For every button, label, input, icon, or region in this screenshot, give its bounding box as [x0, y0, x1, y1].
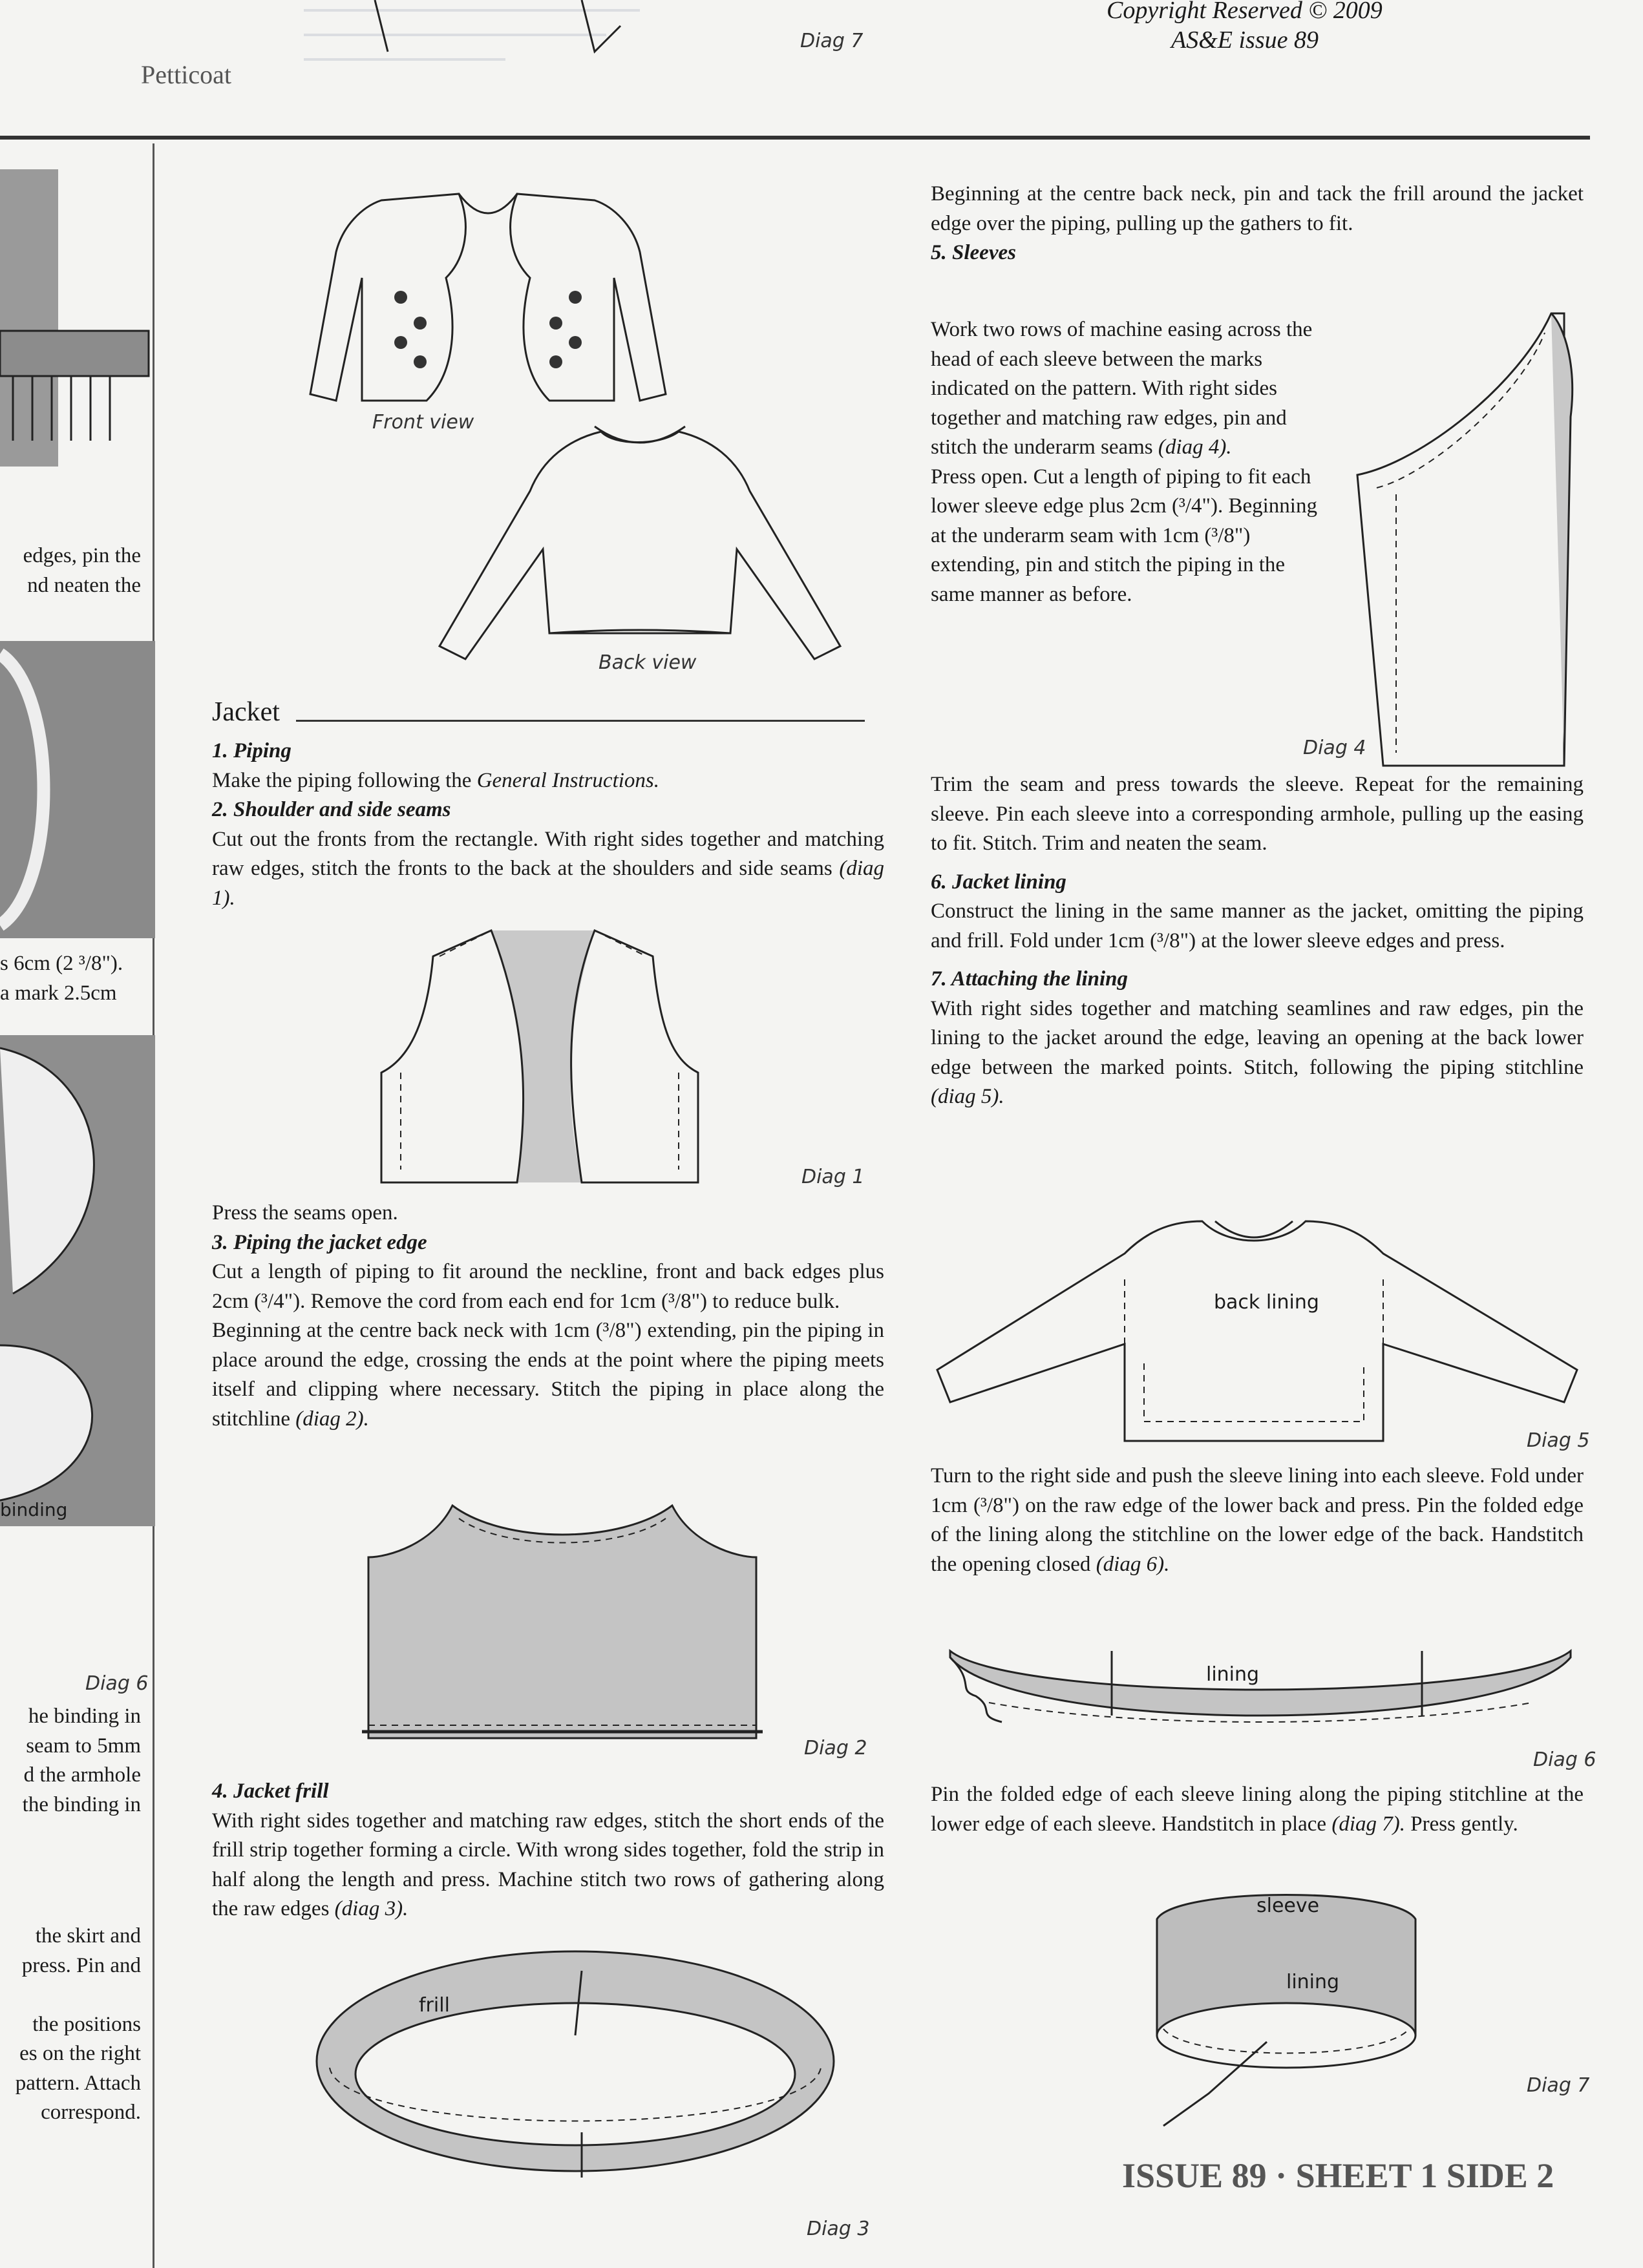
- left-fragment-5: he binding in: [28, 1705, 141, 1728]
- lining-title: 6. Jacket lining: [931, 870, 1066, 894]
- top-garment-fragment: [129, 0, 905, 65]
- left-fragment-2: nd neaten the: [27, 574, 141, 597]
- diag5-illustration: [931, 1202, 1603, 1460]
- left-fragment-12: es on the right: [19, 2042, 141, 2065]
- piping-edge-title: 3. Piping the jacket edge: [212, 1230, 427, 1254]
- section-piping-edge: [212, 1199, 884, 1434]
- piping-edge-text-1: Cut a length of piping to fit around the neckline, front and back edges plus 2cm (³/4"). Remove the cord from each end for 1cm (³/8") to reduce bulk.: [212, 1260, 884, 1313]
- left-fragment-8: the binding in: [22, 1792, 141, 1816]
- diag5-caption: Diag 5: [1527, 1429, 1590, 1452]
- back-lining-label: back lining: [1214, 1291, 1319, 1314]
- frill-tack-text: Beginning at the centre back neck, pin and tack the frill around the jacket edge over the piping, pulling up the gathers to fit.: [931, 182, 1584, 235]
- diag7-lining-label: lining: [1286, 1971, 1340, 1993]
- sleeves-text-2: Press open. Cut a length of piping to fit each lower sleeve edge plus 2cm (³/4"). Beginning at the underarm seam with 1cm (³/8") extending, pin and stitch the piping in the same manner as before.: [931, 465, 1317, 606]
- binding-label: binding: [0, 1499, 68, 1520]
- shoulder-text-body: Cut out the fronts from the rectangle. With right sides together and matching raw edges, stitch the fronts to the back at the shoulders and side seams: [212, 827, 884, 880]
- section-piping: [212, 737, 884, 913]
- frill-label: frill: [419, 1994, 450, 2017]
- attaching-text-body: With right sides together and matching seamlines and raw edges, pin the lining to the jacket around the edge, leaving an opening at the back lower edge between the marked points. Stitch, following the piping stitchline: [931, 996, 1584, 1079]
- front-view-illustration: [304, 181, 756, 439]
- sleeves-text-1: [931, 315, 1322, 463]
- turn-ref: (diag 6).: [1096, 1552, 1170, 1576]
- attaching-title: 7. Attaching the lining: [931, 967, 1129, 991]
- section-frill: [212, 1777, 884, 1924]
- diag7-illustration: [1138, 1880, 1441, 2165]
- sleeves-text-3: Trim the seam and press towards the sleeve. Repeat for the remaining sleeve. Pin each sleeve into a corresponding armhole, pulling up the easing to fit. Stitch. Trim and neaten the seam.: [931, 773, 1584, 855]
- piping-text-a: Make the piping following the: [212, 768, 477, 792]
- left-fragment-10: press. Pin and: [21, 1953, 141, 1977]
- left-fragment-6: seam to 5mm: [26, 1734, 141, 1758]
- front-view-caption: Front view: [372, 411, 474, 434]
- left-fragment-9: the skirt and: [35, 1924, 141, 1948]
- left-lower-fragments: [23, 1702, 141, 1820]
- shoulder-ref: (diag 1).: [212, 857, 884, 910]
- frill-text: [212, 1807, 884, 1924]
- diag2-illustration: [349, 1493, 776, 1764]
- sleeves-text-1-body: Work two rows of machine easing across the head of each sleeve between the marks indicated on the pattern. With right sides together and matching raw edges, pin and stitch the underarm seams: [931, 318, 1313, 459]
- copyright-notice: Copyright Reserved © 2009: [1107, 0, 1383, 24]
- left-column: [0, 60, 231, 2268]
- diag1-caption: Diag 1: [801, 1166, 865, 1188]
- attaching-ref: (diag 5).: [931, 1085, 1004, 1108]
- piping-text: [212, 766, 884, 796]
- right-column-turn: [931, 1462, 1584, 1579]
- turn-text: [931, 1462, 1584, 1579]
- left-fragment-7: d the armhole: [23, 1763, 141, 1787]
- piping-text-em: General Instructions.: [476, 768, 659, 792]
- petticoat-heading: Petticoat: [141, 60, 231, 89]
- back-view-illustration: [427, 420, 866, 666]
- diag6-lining-label: lining: [1206, 1663, 1260, 1686]
- shoulder-title: 2. Shoulder and side seams: [212, 798, 451, 821]
- pin-text: [931, 1780, 1584, 1839]
- left-fragment-14: correspond.: [41, 2101, 141, 2124]
- diag6-illustration: [937, 1632, 1584, 1761]
- diag7-sleeve-label: sleeve: [1256, 1895, 1320, 1917]
- issue-line: AS&E issue 89: [1171, 26, 1319, 54]
- frill-text-body: With right sides together and matching raw edges, stitch the short ends of the frill strip together forming a circle. With wrong sides together, fold the strip in half along the length and press. Machine stitch two rows of gathering along the raw edges: [212, 1809, 884, 1920]
- diag3-caption: Diag 3: [807, 2218, 870, 2240]
- header-rule: [0, 136, 1590, 140]
- diag4-caption: Diag 4: [1303, 737, 1366, 759]
- left-fragment-11: the positions: [32, 2012, 141, 2036]
- sleeves-text-block: [931, 315, 1322, 609]
- shoulder-text: [212, 825, 884, 914]
- top-diag7-caption: Diag 7: [800, 30, 864, 52]
- sleeves-ref: (diag 4).: [1158, 436, 1232, 459]
- attaching-text: [931, 994, 1584, 1112]
- diag3-illustration: [304, 1938, 840, 2184]
- left-bottom-fragments: [16, 1922, 141, 2128]
- left-fragment-4: a mark 2.5cm: [0, 982, 117, 1005]
- left-fragment-1: edges, pin the: [23, 544, 141, 567]
- jacket-heading: Jacket: [212, 697, 280, 727]
- lining-text: Construct the lining in the same manner as the jacket, omitting the piping and frill. Fold under 1cm (³/8") at the lower sleeve edges and press.: [931, 899, 1584, 952]
- wood-texture-illustration: [0, 641, 155, 938]
- diag6-caption: Diag 6: [1533, 1748, 1596, 1771]
- back-view-caption: Back view: [599, 651, 697, 674]
- skirt-illustration: [0, 169, 155, 518]
- right-column-pin: [931, 1780, 1584, 1839]
- turn-text-body: Turn to the right side and push the sleeve lining into each sleeve. Fold under 1cm (³/8") on the raw edge of the lower back and press. Pin the folded edge of the lining along the stitchline on the lower edge of the back. Handstitch the opening closed: [931, 1464, 1584, 1576]
- armhole-illustration: [0, 1035, 155, 1526]
- diag4-illustration: [1331, 288, 1603, 792]
- header: [0, 0, 1643, 143]
- sleeves-title: 5. Sleeves: [931, 241, 1016, 264]
- piping-title: 1. Piping: [212, 739, 292, 762]
- press-open-text: Press the seams open.: [212, 1201, 398, 1224]
- piping-edge-text-2: [212, 1316, 884, 1434]
- piping-edge-text-2-body: Beginning at the centre back neck with 1cm (³/8") extending, pin the piping in place around the edge, crossing the ends at the point where the piping meets itself and clipping where necessary. Stitch the piping in place along the stitchline: [212, 1319, 884, 1431]
- frill-ref: (diag 3).: [334, 1897, 408, 1920]
- diag7-caption: Diag 7: [1527, 2074, 1590, 2097]
- pin-text-end: Press gently.: [1404, 1812, 1518, 1836]
- left-fragment-3: s 6cm (2 ³/8").: [0, 952, 123, 975]
- right-column-top: [931, 180, 1584, 268]
- diag2-caption: Diag 2: [804, 1737, 867, 1759]
- right-column-mid: [931, 770, 1584, 1112]
- frill-title: 4. Jacket frill: [212, 1780, 329, 1803]
- left-diag6-caption: Diag 6: [85, 1672, 149, 1695]
- pin-ref: (diag 7).: [1331, 1812, 1405, 1836]
- footer-label: ISSUE 89 · SHEET 1 SIDE 2: [1122, 2156, 1554, 2195]
- pin-text-body: Pin the folded edge of each sleeve lining along the piping stitchline at the lower edge of each sleeve. Handstitch in place: [931, 1783, 1584, 1836]
- diag1-illustration: [362, 911, 724, 1195]
- jacket-heading-rule: [296, 720, 865, 722]
- jacket-heading-row: [212, 697, 884, 733]
- piping-edge-ref: (diag 2).: [295, 1407, 369, 1431]
- left-fragment-13: pattern. Attach: [15, 2071, 141, 2095]
